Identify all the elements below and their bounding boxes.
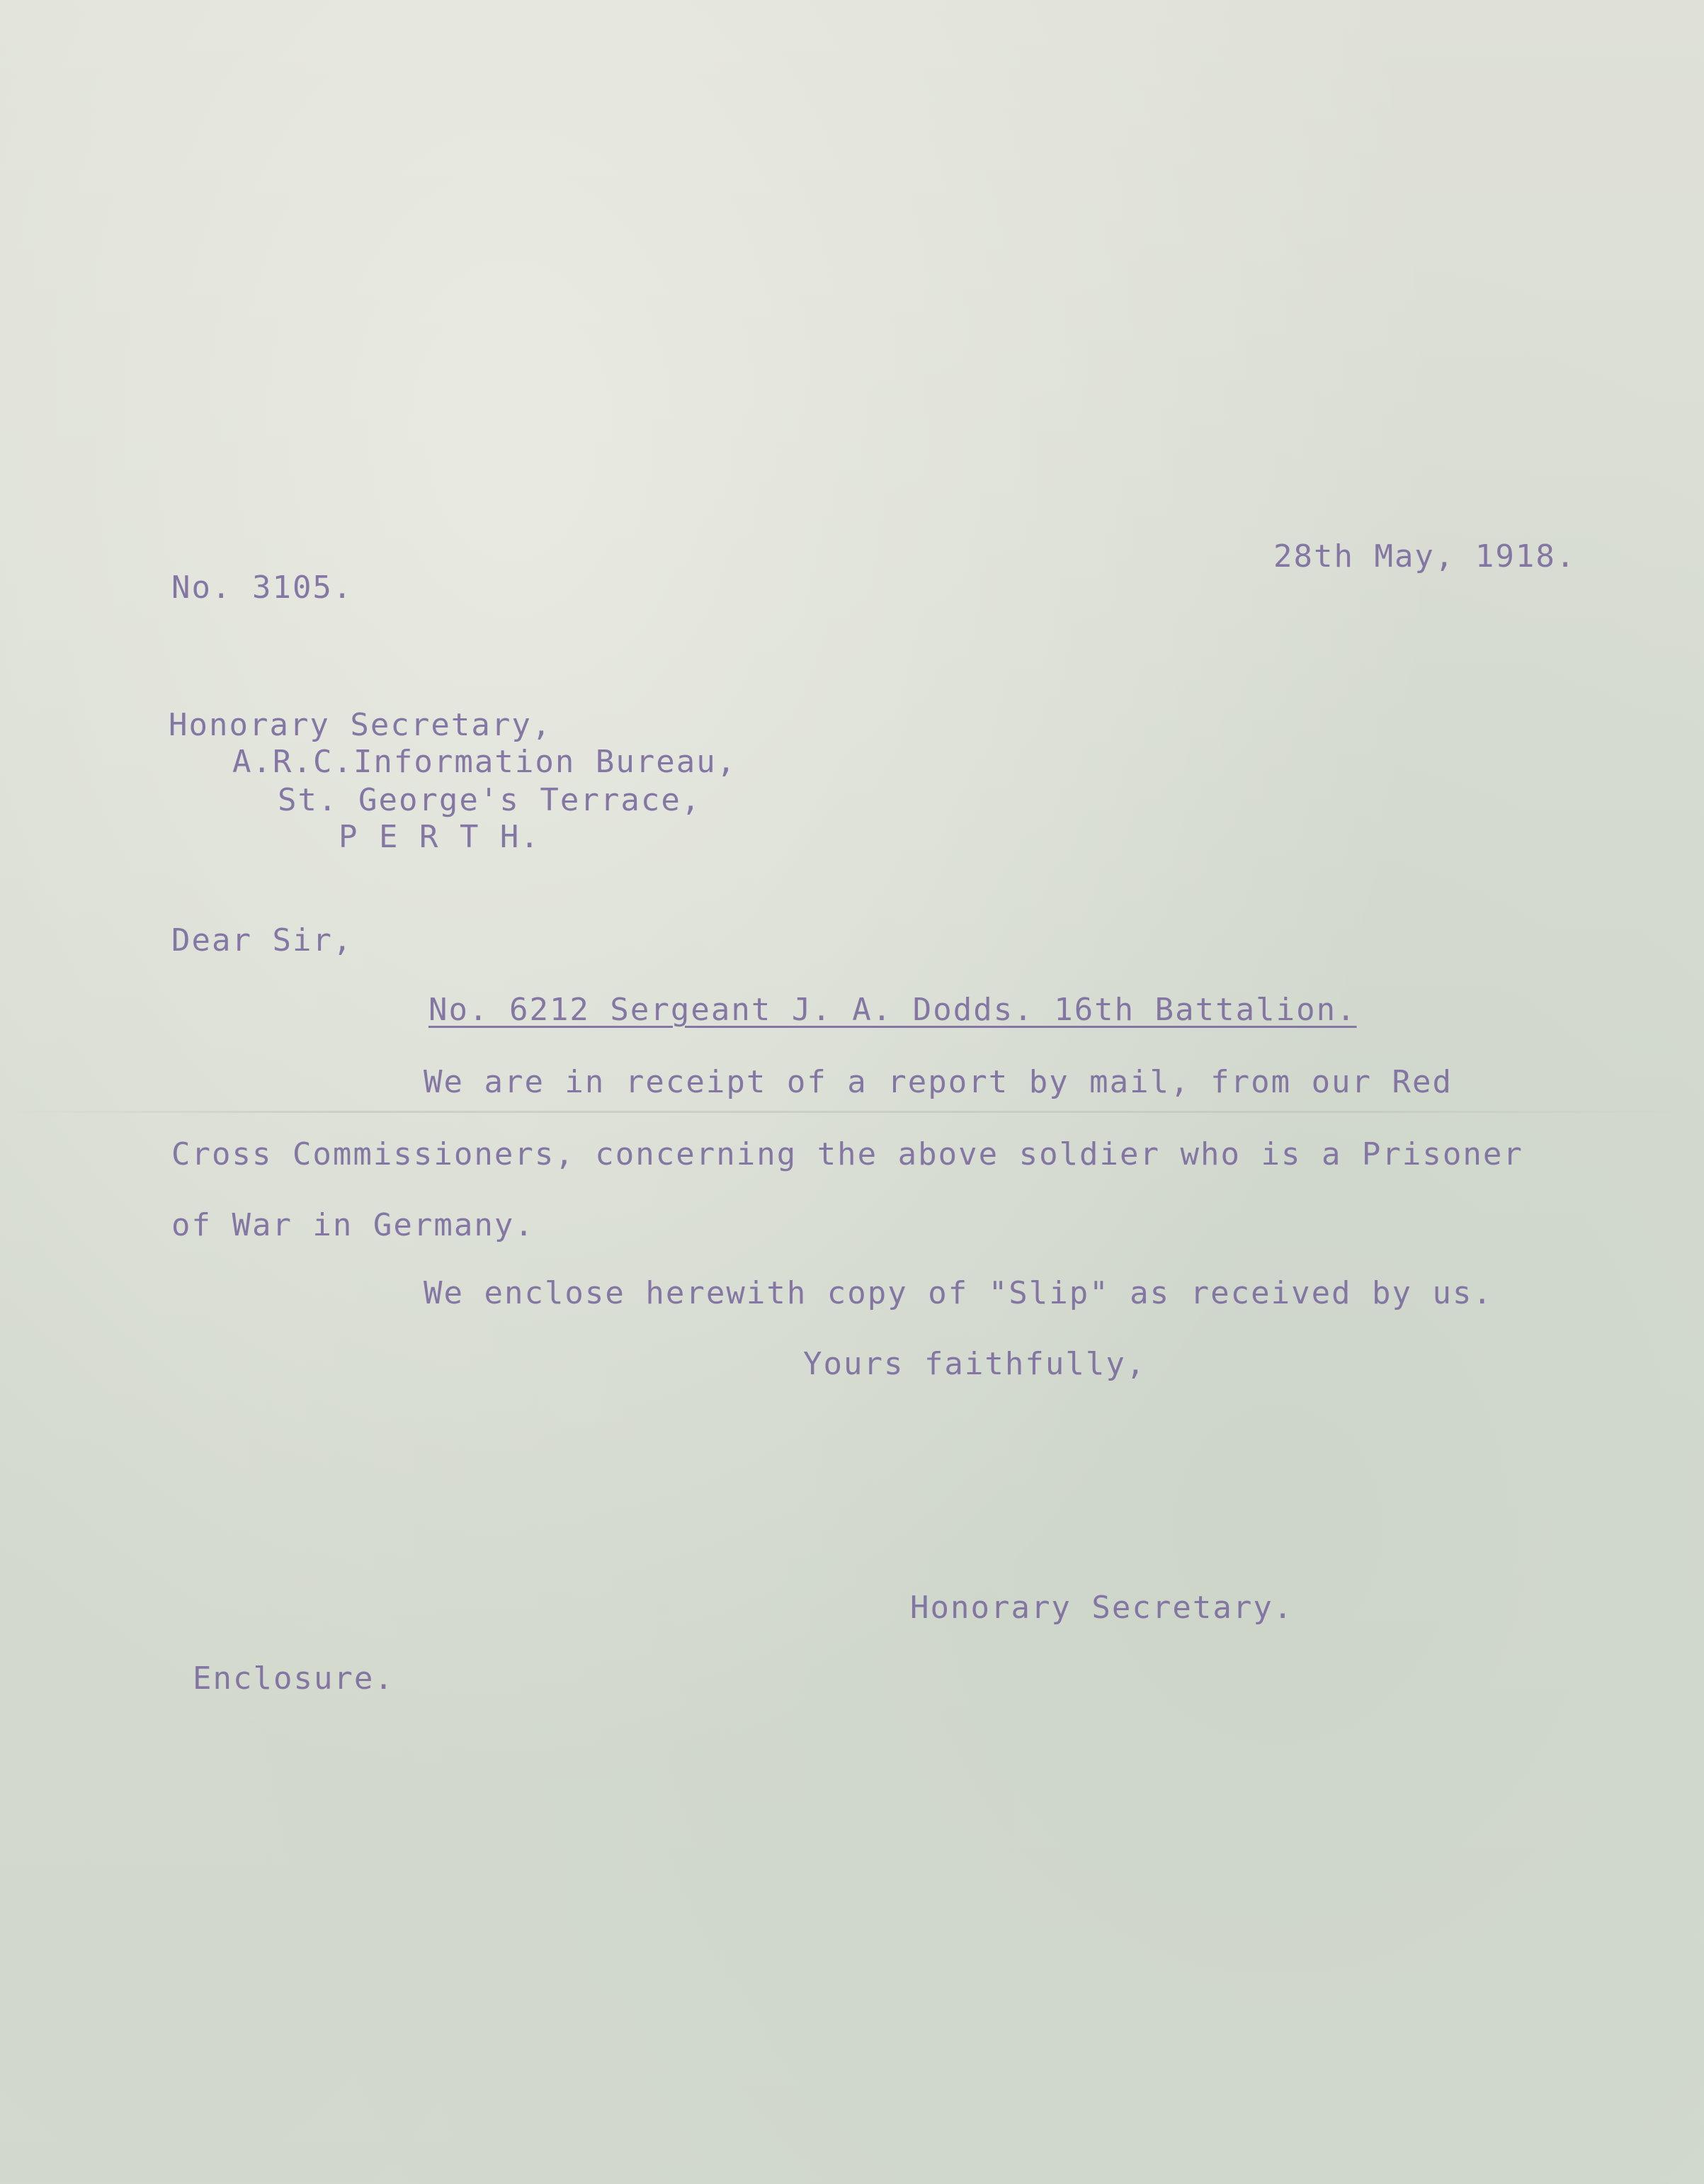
body-paragraph-1-line-2: Cross Commissioners, concerning the above soldier who is a Prisoner [171,1136,1523,1172]
enclosure-note: Enclosure. [193,1660,394,1697]
address-line-2: A.R.C.Information Bureau, [232,744,737,780]
salutation: Dear Sir, [171,922,353,958]
paper-fold-line [0,1111,1704,1113]
address-line-4: P E R T H. [339,819,540,855]
subject-line: No. 6212 Sergeant J. A. Dodds. 16th Battalion. [428,992,1357,1028]
body-paragraph-1-line-3: of War in Germany. [171,1207,535,1243]
body-paragraph-1-line-1: We are in receipt of a report by mail, from our Red [424,1064,1453,1100]
address-line-3: St. George's Terrace, [278,782,702,818]
body-paragraph-2: We enclose herewith copy of "Slip" as received by us. [424,1275,1493,1311]
closing: Yours faithfully, [803,1346,1147,1382]
address-line-1: Honorary Secretary, [169,707,552,743]
signatory: Honorary Secretary. [910,1590,1294,1626]
reference-number: No. 3105. [171,570,353,606]
letter-date: 28th May, 1918. [1273,538,1577,575]
